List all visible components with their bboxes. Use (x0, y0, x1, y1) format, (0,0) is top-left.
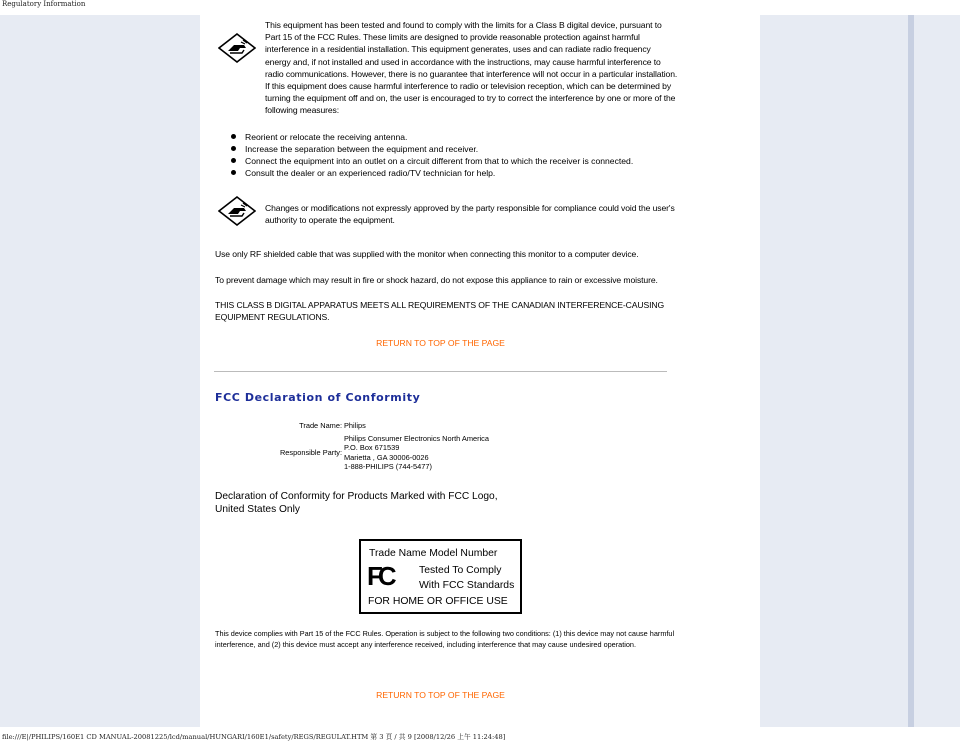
right-margin-panel (760, 15, 960, 727)
list-item (231, 155, 633, 167)
paragraph-line: United States Only (215, 504, 300, 515)
paragraph-line: This device complies with Part 15 of the FCC Rules. Operation is subject to the following two conditions: (1) this device may not cause harmful (215, 629, 675, 638)
list-item (231, 131, 633, 143)
content-area (200, 15, 760, 727)
bullet-icon (231, 134, 236, 139)
paragraph-line: THIS CLASS B DIGITAL APPARATUS MEETS ALL REQUIREMENTS OF THE CANADIAN INTERFERENCE-CAUSING (215, 300, 665, 310)
paragraph-line: This equipment has been tested and found to comply with the limits for a Class B digital device, pursuant to (265, 20, 662, 30)
section-divider (214, 371, 667, 372)
fcc-label-line: With FCC Standards (419, 580, 515, 591)
return-to-top-link[interactable]: RETURN TO TOP OF THE PAGE (376, 690, 505, 700)
address-line: Marietta , GA 30006-0026 (344, 452, 429, 462)
paragraph-line: EQUIPMENT REGULATIONS. (215, 312, 330, 323)
responsible-party-address (344, 434, 489, 472)
canadian-regulations-note (215, 299, 664, 323)
fcc-label-line: Tested To Comply (419, 565, 502, 576)
fire-shock-note: To prevent damage which may result in fire or shock hazard, do not expose this appliance to rain or excessive moisture. (215, 275, 658, 285)
file-path-footer: file:///E|/PHILIPS/160E1 CD MANUAL-20081225/lcd/manual/HUNGARI/160E1/safety/REGS/REGULAT.HTM 第 3 頁 / 共 9 [2008/12/26 上午 11:24:48] (2, 733, 506, 741)
list-item-text: Increase the separation between the equipment and receiver. (245, 144, 479, 155)
fcc-logo-icon: FC (367, 561, 392, 591)
paragraph-line: interference in a residential installation. This equipment generates, uses and can radiate radio frequency (265, 44, 651, 55)
address-line: Philips Consumer Electronics North America (344, 434, 489, 443)
fcc-label-line: Trade Name Model Number (369, 548, 498, 559)
paragraph-line: following measures: (265, 105, 340, 116)
fcc-label-line: FOR HOME OR OFFICE USE (368, 596, 508, 607)
bullet-icon (231, 146, 236, 151)
return-to-top-link[interactable]: RETURN TO TOP OF THE PAGE (376, 338, 505, 348)
caution-hand-icon (218, 33, 256, 63)
address-line: P.O. Box 671539 (344, 443, 400, 453)
right-panel-stripe (908, 15, 914, 727)
list-item-text: Consult the dealer or an experienced radio/TV technician for help. (245, 168, 496, 179)
fcc-class-b-paragraph (265, 19, 705, 117)
list-item (231, 167, 633, 179)
paragraph-line: Changes or modifications not expressly approved by the party responsible for compliance could void the user's (265, 203, 675, 213)
declaration-heading: FCC Declaration of Conformity (215, 391, 421, 404)
responsible-party-label: Responsible Party: (279, 448, 342, 457)
paragraph-line: interference, and (2) this device must accept any interference received, including interference that may cause undesired operation. (215, 639, 637, 649)
paragraph-line: energy and, if not installed and used in accordance with the instructions, may cause harmful interference to (265, 56, 661, 67)
left-margin-panel (0, 15, 200, 727)
bullet-icon (231, 170, 236, 175)
paragraph-line: If this equipment does cause harmful interference to radio or television reception, which can be determined by (265, 81, 672, 92)
list-item-text: Reorient or relocate the receiving antenna. (245, 132, 408, 142)
paragraph-line: Declaration of Conformity for Products Marked with FCC Logo, (215, 491, 498, 502)
address-line: 1-888-PHILIPS (744-5477) (344, 462, 432, 472)
list-item-text: Connect the equipment into an outlet on a circuit different from that to which the receiver is connected. (245, 156, 634, 167)
changes-warning (265, 202, 705, 226)
paragraph-line: Part 15 of the FCC Rules. These limits are designed to provide reasonable protection against harmful (265, 32, 640, 43)
products-declaration (215, 490, 498, 516)
bullet-icon (231, 158, 236, 163)
caution-hand-icon (218, 196, 256, 226)
complies-statement (215, 629, 674, 650)
paragraph-line: radio communications. However, there is no guarantee that interference will not occur in a particular installation. (265, 68, 678, 79)
trade-name-label: Trade Name: (299, 421, 342, 430)
measures-list (231, 131, 633, 179)
trade-name-value: Philips (344, 421, 366, 430)
list-item (231, 143, 633, 155)
paragraph-line: turning the equipment off and on, the user is encouraged to try to correct the interference by one or more of the (265, 93, 676, 104)
shielded-cable-note: Use only RF shielded cable that was supplied with the monitor when connecting this monitor to a computer device. (215, 249, 639, 259)
paragraph-line: authority to operate the equipment. (265, 215, 395, 226)
page-title: Regulatory Information (2, 0, 86, 8)
fcc-compliance-label (359, 539, 522, 614)
